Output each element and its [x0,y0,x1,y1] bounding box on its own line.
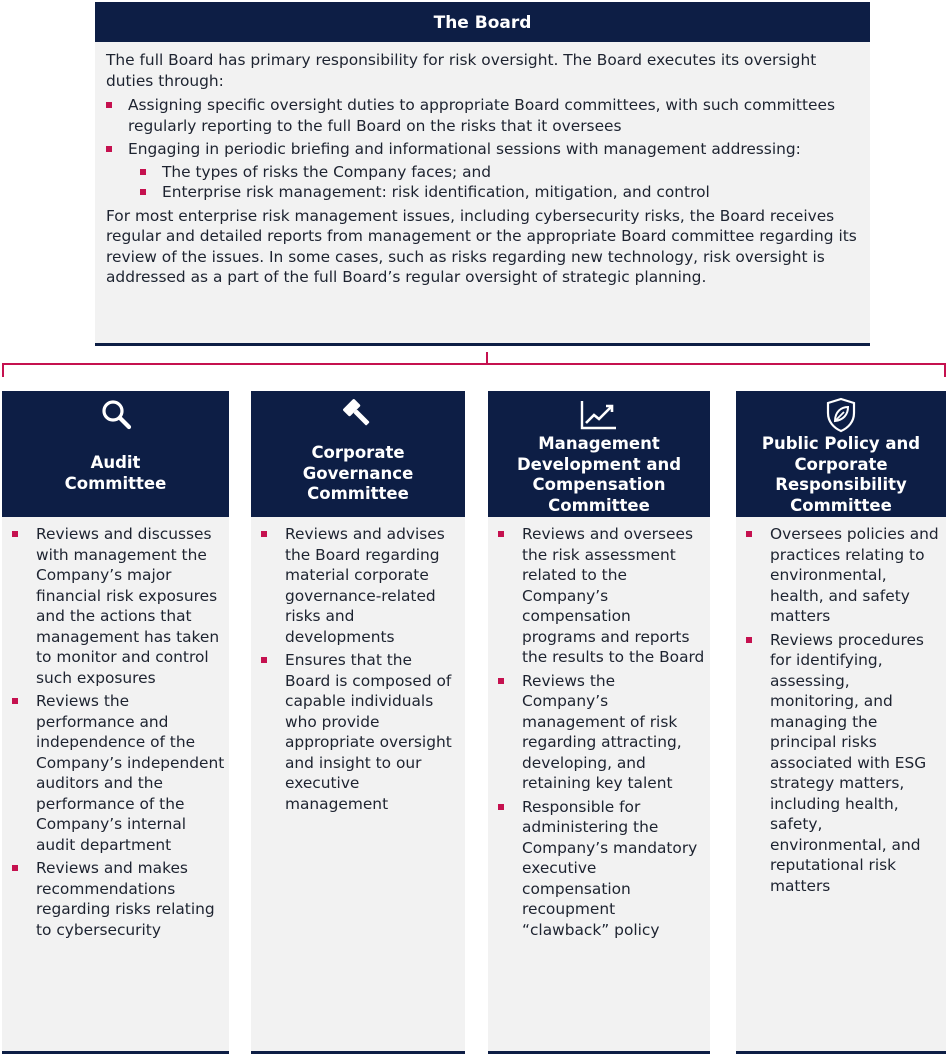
committee-column-public-policy [736,391,946,1054]
committee-item: Oversees policies and practices relating to environmental, health, and safety matters [746,524,942,627]
committee-item: Reviews and advises the Board regarding material corporate governance-related risks and developments [261,524,461,647]
committee-column-compensation [488,391,710,1054]
board-intro: The full Board has primary responsibility for risk oversight. The Board executes its oversight duties through: [106,51,817,90]
board-title: The Board [95,2,870,42]
committee-item: Reviews and oversees the risk assessment related to the Company’s compensation programs and reports the results to the Board [498,524,706,668]
board-bullets [106,95,860,203]
committee-item: Reviews and discusses with management the Company’s major financial risk exposures and the actions that management has taken to monitor and control such exposures [12,524,225,688]
committee-title: Audit Committee [64,453,167,493]
board-bullet: Assigning specific oversight duties to appropriate Board committees, with such committees regularly reporting to the full Board on the risks that it oversees [106,95,860,136]
board-sub-bullets [128,162,860,203]
connector-bar [2,363,946,365]
committee-header [488,391,710,517]
committee-item: Reviews the Company’s management of risk regarding attracting, developing, and retaining key talent [498,671,706,794]
committee-column-governance [251,391,465,1054]
gavel-icon [251,397,465,431]
board-panel [95,2,870,346]
board-sub-bullet: The types of risks the Company faces; and [140,162,860,183]
board-body [95,42,870,288]
committee-items [2,517,229,940]
committee-title: Corporate Governance Committee [302,443,414,503]
committee-header [2,391,229,517]
committee-header [251,391,465,517]
committee-items [488,517,710,940]
magnifier-icon [2,397,229,431]
committee-column-audit [2,391,229,1054]
committee-item: Reviews and makes recommendations regarding risks relating to cybersecurity [12,858,225,940]
committee-item: Reviews procedures for identifying, assessing, monitoring, and managing the principal risks associated with ESG strategy matters, including health, safety, environmental, and reputational risk matters [746,630,942,897]
board-sub-bullet: Enterprise risk management: risk identification, mitigation, and control [140,182,860,203]
committee-item: Ensures that the Board is composed of capable individuals who provide appropriate oversight and insight to our executive management [261,650,461,814]
committee-item: Responsible for administering the Company’s mandatory executive compensation recoupment “clawback” policy [498,797,706,941]
committee-title: Public Policy and Corporate Responsibility Committee [761,434,921,515]
board-bullet-text: Engaging in periodic briefing and informational sessions with management addressing: [128,140,801,158]
committee-item: Reviews the performance and independence of the Company’s independent auditors and the performance of the Company’s internal audit department [12,691,225,855]
committee-items [251,517,465,814]
committee-title: Management Development and Compensation Committee [516,434,682,515]
trend-chart-icon [488,397,710,431]
committee-items [736,517,946,896]
committee-header [736,391,946,517]
board-closing: For most enterprise risk management issues, including cybersecurity risks, the Board receives regular and detailed reports from management or the appropriate Board committee regarding its review of the issues. In some cases, such as risks regarding new technology, risk oversight is addressed as a part of the full Board’s regular oversight of strategic planning. [106,206,857,286]
connector-right-tick [944,363,946,377]
board-bullet [106,139,860,203]
leaf-shield-icon [736,397,946,431]
connector-left-tick [2,363,4,377]
